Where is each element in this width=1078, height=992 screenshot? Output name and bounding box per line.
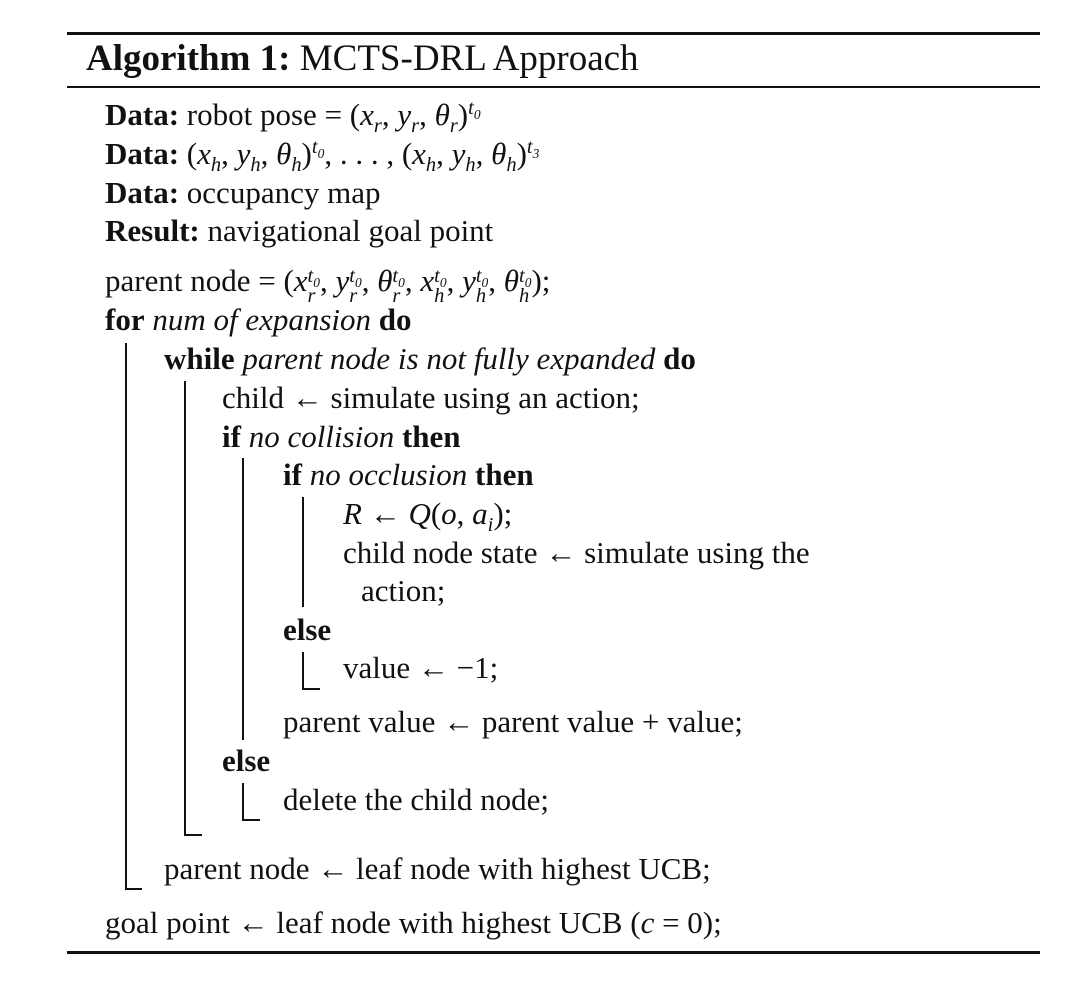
- algorithm-title: [86, 36, 639, 82]
- delete-child-line: [283, 781, 549, 819]
- else-occlusion-block-end: [302, 688, 320, 690]
- data-keyword: Data:: [105, 175, 180, 210]
- while-block-end: [184, 834, 202, 836]
- then-keyword: then: [475, 457, 534, 492]
- data-keyword: Data:: [105, 136, 180, 171]
- value-right: −1;: [456, 650, 499, 685]
- for-block-bar: [125, 343, 127, 890]
- data-line-human-poses: [105, 135, 540, 177]
- goal-left: goal point: [105, 905, 230, 940]
- if-occlusion-line: [283, 456, 534, 494]
- data-line-occupancy: [105, 174, 380, 212]
- goal-point-line: [105, 904, 722, 942]
- else-collision-block-end: [242, 819, 260, 821]
- child-state-cont: action;: [361, 573, 446, 608]
- data-keyword: Data:: [105, 97, 180, 132]
- goal-right: leaf node with highest UCB (: [276, 905, 641, 940]
- child-state-continuation: [361, 572, 445, 610]
- robot-pose-text: robot pose: [186, 97, 317, 132]
- else-keyword: else: [283, 612, 332, 647]
- while-block-bar: [184, 381, 186, 836]
- delete-child-text: delete the child node;: [283, 782, 549, 817]
- child-simulate-line: [222, 379, 640, 417]
- if-collision-condition: no collision: [248, 419, 395, 454]
- arrow-icon: ←: [417, 650, 449, 685]
- else-collision-block-bar: [242, 783, 244, 821]
- if-collision-line: [222, 418, 461, 456]
- arrow-icon: ←: [317, 851, 349, 886]
- arrow-icon: ←: [237, 905, 269, 940]
- while-line: [164, 340, 696, 378]
- value-left: value: [343, 650, 411, 685]
- parent-update-line: [164, 850, 711, 888]
- for-keyword: for: [105, 302, 145, 337]
- if-keyword: if: [222, 419, 241, 454]
- value-line: [343, 649, 498, 687]
- goal-math: c = 0);: [640, 905, 722, 940]
- do-keyword: do: [663, 341, 696, 376]
- arrow-icon: ←: [291, 380, 323, 415]
- for-block-end: [125, 888, 142, 890]
- result-keyword: Result:: [105, 213, 200, 248]
- child-state-line: [343, 534, 810, 572]
- child-simulate-right: simulate using an action;: [330, 380, 640, 415]
- occupancy-map-text: occupancy map: [186, 175, 381, 210]
- result-line: [105, 212, 493, 250]
- arrow-icon: ←: [443, 704, 475, 739]
- parent-node-init-line: [105, 262, 551, 308]
- data-line-robot-pose: [105, 96, 481, 138]
- child-state-right: simulate using the: [584, 535, 810, 570]
- if-occlusion-block-bar: [302, 497, 304, 607]
- while-condition: parent node is not fully expanded: [242, 341, 656, 376]
- parent-value-line: [283, 703, 743, 741]
- if-collision-block-bar: [242, 458, 244, 740]
- parent-update-left: parent node: [164, 851, 310, 886]
- parent-node-init-math: = (x $t_0$ r , y $t_0$ r , θ $t_0$ r , x $t_0$ h , y $t_0$ h , θ $t_0$ h );: [258, 263, 551, 308]
- title-rule: [67, 86, 1040, 88]
- arrow-icon: ←: [545, 535, 577, 570]
- if-occlusion-condition: no occlusion: [309, 457, 468, 492]
- else-occlusion-line: [283, 611, 331, 649]
- result-text: navigational goal point: [207, 213, 494, 248]
- while-keyword: while: [164, 341, 235, 376]
- parent-value-left: parent value: [283, 704, 436, 739]
- robot-pose-math: = ($x_r$, $y_r$, $\theta_r)^{t_0}$: [324, 96, 481, 138]
- do-keyword: do: [378, 302, 412, 337]
- top-rule: [67, 32, 1040, 35]
- reward-math: R ← Q(o, $a_i$);: [343, 496, 513, 537]
- child-simulate-left: child: [222, 380, 284, 415]
- human-poses-math: ($x_h$, $y_h$, $\theta_h)^{t_0}$, . . . , ($x_h$, $y_h$, $\theta_h)^{t_3}$: [186, 135, 540, 177]
- else-collision-line: [222, 742, 270, 780]
- else-occlusion-block-bar: [302, 652, 304, 690]
- for-condition: num of expansion: [152, 302, 372, 337]
- algorithm-name: MCTS-DRL Approach: [299, 38, 639, 79]
- then-keyword: then: [401, 419, 461, 454]
- bottom-rule: [67, 951, 1040, 954]
- parent-node-init-text: parent node: [105, 263, 251, 298]
- reward-line: [343, 495, 513, 537]
- algorithm-label: Algorithm 1:: [86, 38, 291, 79]
- for-line: [105, 301, 412, 339]
- parent-update-right: leaf node with highest UCB;: [355, 851, 711, 886]
- parent-value-right: parent value + value;: [481, 704, 743, 739]
- child-state-left: child node state: [343, 535, 538, 570]
- if-keyword: if: [283, 457, 302, 492]
- else-keyword: else: [222, 743, 271, 778]
